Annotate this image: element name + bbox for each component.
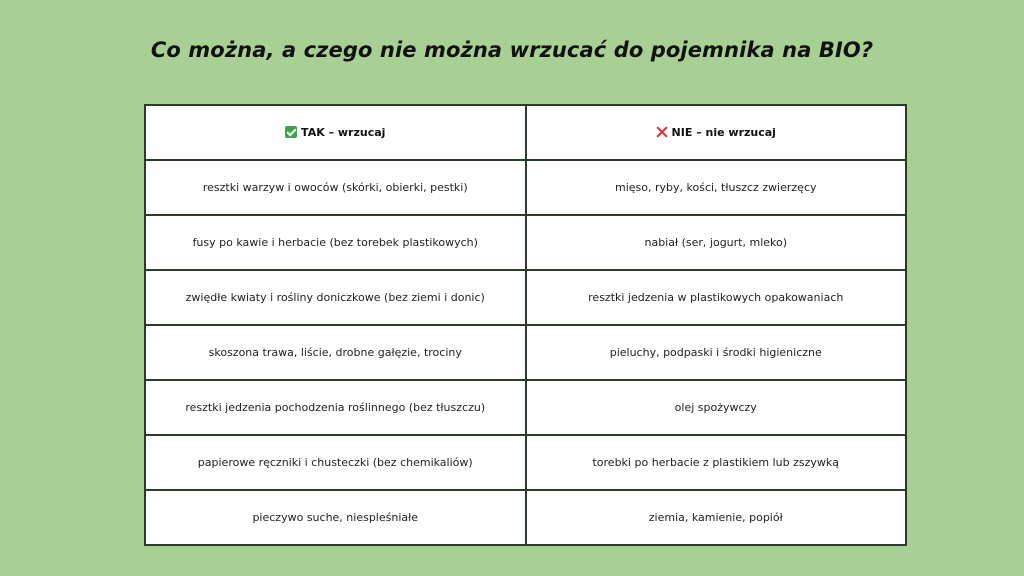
table-header-row xyxy=(145,105,906,160)
table-row xyxy=(145,160,906,215)
table-row xyxy=(145,325,906,380)
yes-cell: fusy po kawie i herbacie (bez torebek plastikowych) xyxy=(145,215,526,270)
yes-cell: resztki warzyw i owoców (skórki, obierki, pestki) xyxy=(145,160,526,215)
no-cell: mięso, ryby, kości, tłuszcz zwierzęcy xyxy=(526,160,907,215)
check-mark-icon xyxy=(285,126,297,138)
table-row xyxy=(145,435,906,490)
header-yes-label: TAK – wrzucaj xyxy=(301,126,386,139)
table-row xyxy=(145,380,906,435)
yes-cell: zwiędłe kwiaty i rośliny doniczkowe (bez ziemi i donic) xyxy=(145,270,526,325)
no-cell: pieluchy, podpaski i środki higieniczne xyxy=(526,325,907,380)
header-yes xyxy=(145,105,526,160)
no-cell: olej spożywczy xyxy=(526,380,907,435)
bio-rules-table xyxy=(144,104,907,546)
yes-cell: resztki jedzenia pochodzenia roślinnego (bez tłuszczu) xyxy=(145,380,526,435)
page-title: Co można, a czego nie można wrzucać do pojemnika na BIO? xyxy=(150,38,874,62)
no-cell: torebki po herbacie z plastikiem lub zszywką xyxy=(526,435,907,490)
no-cell: resztki jedzenia w plastikowych opakowaniach xyxy=(526,270,907,325)
header-no-label: NIE – nie wrzucaj xyxy=(671,126,776,139)
no-cell: ziemia, kamienie, popiół xyxy=(526,490,907,545)
cross-mark-icon xyxy=(656,126,668,138)
header-no xyxy=(526,105,907,160)
no-cell: nabiał (ser, jogurt, mleko) xyxy=(526,215,907,270)
yes-cell: skoszona trawa, liście, drobne gałęzie, trociny xyxy=(145,325,526,380)
table-row xyxy=(145,270,906,325)
yes-cell: papierowe ręczniki i chusteczki (bez chemikaliów) xyxy=(145,435,526,490)
yes-cell: pieczywo suche, niespleśniałe xyxy=(145,490,526,545)
table-row xyxy=(145,215,906,270)
table-row xyxy=(145,490,906,545)
